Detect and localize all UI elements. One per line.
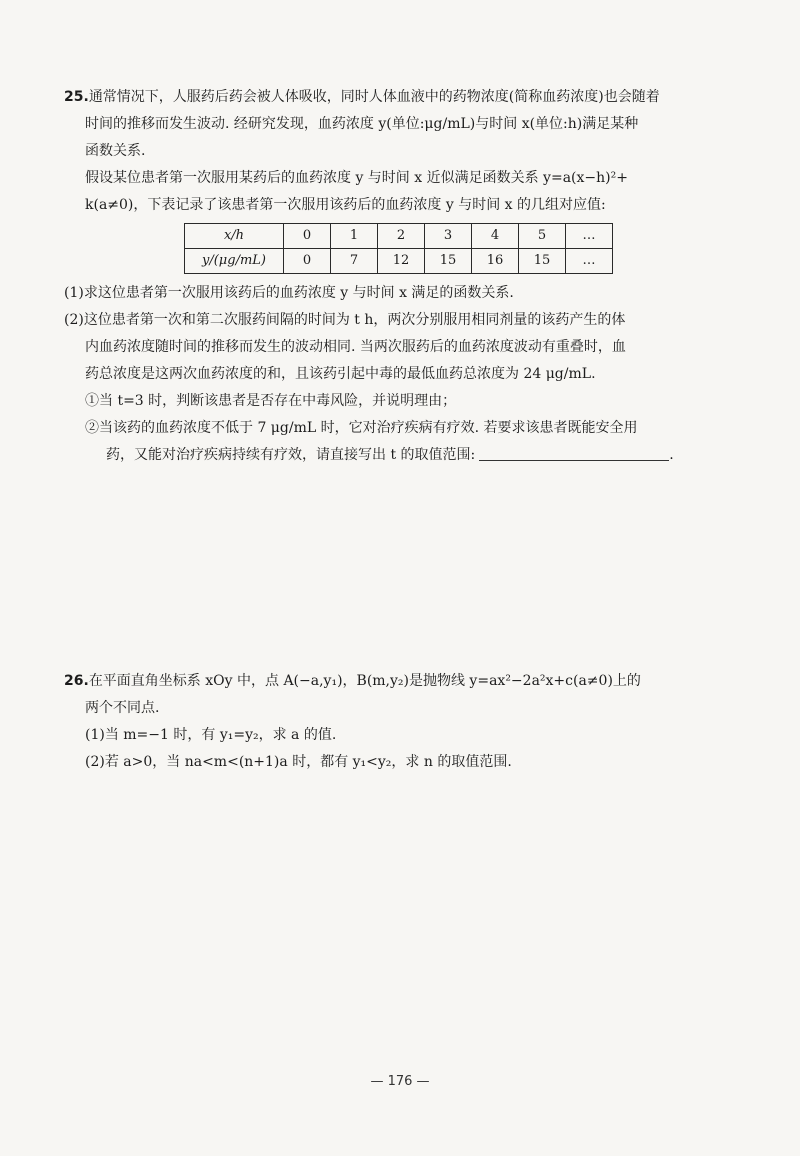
question-number: 25. [64, 89, 89, 105]
table-cell: 15 [425, 249, 472, 274]
table-row [185, 224, 613, 249]
table-cell: 0 [284, 224, 331, 249]
answer-blank[interactable] [479, 444, 669, 461]
table-cell: 16 [472, 249, 519, 274]
data-table [184, 223, 613, 274]
table-cell: 15 [519, 249, 566, 274]
table-row [185, 249, 613, 274]
table-cell: 3 [425, 224, 472, 249]
table-cell: 4 [472, 224, 519, 249]
data-table-wrapper [184, 223, 738, 274]
question-intro-line: 通常情况下，人服药后药会被人体吸收，同时人体血液中的药物浓度(简称血药浓度)也会随着 [88, 89, 660, 105]
sub-question-1: (1)求这位患者第一次服用该药后的血药浓度 y 与时间 x 满足的函数关系. [64, 285, 514, 301]
table-cell: 7 [331, 249, 378, 274]
table-cell: 1 [331, 224, 378, 249]
table-cell: 5 [519, 224, 566, 249]
question-26 [64, 668, 738, 776]
table-cell: 0 [284, 249, 331, 274]
sub-sub-question-2-line: 药，又能对治疗疾病持续有疗效，请直接写出 t 的取值范围: [106, 447, 476, 463]
question-intro-line: 两个不同点. [85, 700, 160, 716]
sentence-end-mark: . [669, 447, 674, 463]
table-header-cell: y/(μg/mL) [185, 249, 284, 274]
question-25 [64, 84, 738, 469]
sub-question-1: (1)当 m=−1 时，有 y₁=y₂，求 a 的值. [85, 727, 337, 743]
sub-sub-question-2-line: ②当该药的血药浓度不低于 7 μg/mL 时，它对治疗疾病有疗效. 若要求该患者既能安全用 [85, 420, 638, 436]
table-cell: … [566, 224, 613, 249]
question-intro-line: 在平面直角坐标系 xOy 中，点 A(−a,y₁)，B(m,y₂)是抛物线 y=ax²−2a²x+c(a≠0)上的 [88, 673, 641, 689]
table-header-cell: x/h [185, 224, 284, 249]
table-cell: 12 [378, 249, 425, 274]
sub-question-2-line: (2)这位患者第一次和第二次服药间隔的时间为 t h，两次分别服用相同剂量的该药产生的体 [64, 312, 626, 328]
sub-question-2: (2)若 a>0，当 na<m<(n+1)a 时，都有 y₁<y₂，求 n 的取值范围. [85, 754, 512, 770]
page-number: — 176 — [370, 1074, 430, 1089]
sub-sub-question-1: ①当 t=3 时，判断该患者是否存在中毒风险，并说明理由； [85, 393, 457, 409]
assumption-line: 假设某位患者第一次服用某药后的血药浓度 y 与时间 x 近似满足函数关系 y=a(x−h)²+ [85, 170, 628, 186]
assumption-line: k(a≠0)，下表记录了该患者第一次服用该药后的血药浓度 y 与时间 x 的几组对应值: [85, 197, 606, 213]
sub-question-2-line: 内血药浓度随时间的推移而发生的波动相同. 当两次服药后的血药浓度波动有重叠时，血 [85, 339, 626, 355]
table-cell: … [566, 249, 613, 274]
question-intro-line: 函数关系. [85, 143, 146, 159]
question-number: 26. [64, 673, 89, 689]
sub-question-2-line: 药总浓度是这两次血药浓度的和，且该药引起中毒的最低血药总浓度为 24 μg/mL. [85, 366, 596, 382]
question-intro-line: 时间的推移而发生波动. 经研究发现，血药浓度 y(单位:μg/mL)与时间 x(单位:h)满足某种 [85, 116, 639, 132]
table-cell: 2 [378, 224, 425, 249]
